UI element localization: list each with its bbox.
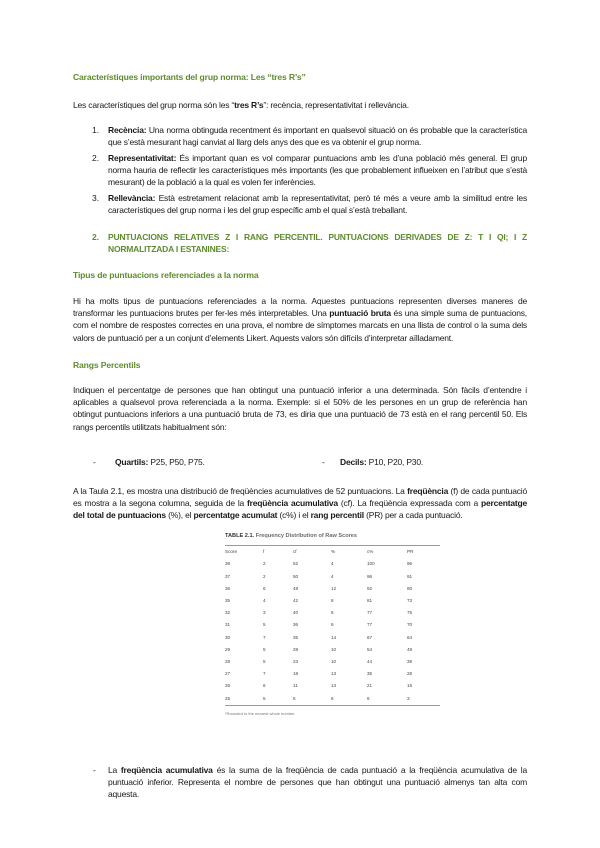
table-header: Score: [225, 549, 238, 555]
list-item-representativitat: Representativitat: És important quan es vol comparar puntuacions amb les d’una població més general. El grup norma hauria de reflectir les característiques més importants (les que probablement influeixen en l’atribut que s’està mesurant) de la població a la qual es volen fer inferències.: [108, 153, 527, 188]
table-header: c%: [367, 549, 374, 555]
table-cell: 37: [225, 573, 231, 579]
table-header: cf: [293, 549, 297, 555]
table-header: PR: [407, 549, 414, 555]
bullet-dash: -: [322, 457, 325, 467]
table-cell: 3: [263, 610, 266, 616]
list-number: 1.: [92, 125, 100, 135]
list-item-recencia: Recència: Una norma obtinguda recentment és important en qualsevol situació on és probable que la característica que s’està mesurant hagi canviat al llarg dels anys des que es va obtenir el grup norma.: [108, 125, 527, 148]
table-cell: 54: [367, 646, 373, 652]
table-cell: 32: [225, 610, 231, 616]
table-cell: 28: [225, 659, 231, 665]
decils-item: Decils: P10, P20, P30.: [340, 457, 424, 467]
table-cell: 5: [293, 695, 296, 701]
table-cell: 91: [407, 573, 413, 579]
table-cell: 77: [367, 610, 373, 616]
table-cell: 73: [407, 598, 413, 604]
list-item-rellevancia: Rellevància: Està estretament relacionat amb la representativitat, però té més a veure amb la similitud entre les característiques del grup norma i les del grup específic amb el qual s’està treballant.: [108, 193, 527, 216]
table-cell: 96: [407, 561, 413, 567]
taula-paragraph: A la Taula 2.1, es mostra una distribució de freqüències acumulatives de 52 puntuacions. La freqüència (f) de cada puntuació es mostra a la segona columna, seguida de la freqüència acumulativa (cf). La freqüència expressada com a percentatge del total de puntuacions (%), el percentatge acumulat (c%) i el rang percentil (PR) per a cada puntuació.: [73, 486, 527, 521]
table-cell: 15: [407, 683, 413, 689]
table-row: [225, 595, 440, 607]
section-heading-grup-norma: Característiques importants del grup norma: Les “tres R’s”: [73, 72, 306, 82]
table-cell: 23: [293, 659, 299, 665]
bullet-dash: -: [93, 457, 96, 467]
table-title: TABLE 2.1. Frequency Distribution of Raw Scores: [225, 533, 358, 539]
table-header-row: [225, 546, 440, 558]
table-body: [225, 558, 440, 704]
table-row: [225, 607, 440, 619]
table-cell: 26: [225, 683, 231, 689]
table-cell: 80: [407, 585, 413, 591]
table-row: [225, 644, 440, 656]
table-cell: 2: [263, 573, 266, 579]
table-cell: 27: [225, 671, 231, 677]
table-footnote: *Rounded to the nearest whole number.: [225, 710, 296, 716]
table-header: f: [263, 549, 265, 555]
table-cell: 48: [293, 585, 299, 591]
tipus-paragraph: Hi ha molts tipus de puntuacions referenciades a la norma. Aquestes puntuacions representen diverses maneres de transformar les puntuacions brutes per fer-les més interpretables. Una puntuació bruta és una simple suma de puntuacions, com el nombre de respostes correctes en una prova, el nombre de símptomes marcats en una llista de control o la suma dels valors de puntuació per a un conjunt d’elements Likert. Aquests valors són difícils d’interpretar aïlladament.: [73, 296, 527, 343]
table-cell: 64: [407, 634, 413, 640]
frequency-table-figure: [225, 530, 440, 720]
table-cell: 18: [293, 671, 299, 677]
table-cell: 7: [263, 634, 266, 640]
table-row: [225, 583, 440, 595]
table-row: [225, 656, 440, 668]
table-cell: 75: [407, 610, 413, 616]
table-row: [225, 632, 440, 644]
table-cell: 14: [331, 634, 337, 640]
table-cell: 28: [407, 671, 413, 677]
table-cell: 3: [407, 695, 410, 701]
table-cell: 13: [331, 683, 337, 689]
table-cell: 4: [263, 598, 266, 604]
table-cell: 52: [293, 561, 299, 567]
rangs-paragraph: Indiquen el percentatge de persones que han obtingut una puntuació inferior a una determinada. Són fàcils d’entendre i aplicables a qualsevol prova referenciada a la norma. Exemple: si el 50% de les persones en un grup de referència han obtingut puntuacions inferiors a una puntuació bruta de 73, es diria que una puntuació de 73 està en el rang percentil 50. Els rangs percentils utilitzats habitualment són:: [73, 385, 527, 432]
table-cell: 42: [293, 598, 299, 604]
table-cell: 21: [367, 683, 373, 689]
section-heading-puntuacions: PUNTUACIONS RELATIVES Z I RANG PERCENTIL. PUNTUACIONS DERIVADES DE Z: T I QI; I Z NORMALITZADA I ESTANINES:: [108, 232, 527, 255]
table-cell: 6: [263, 585, 266, 591]
table-cell: 31: [225, 622, 231, 628]
table-cell: 13: [331, 671, 337, 677]
table-cell: 29: [225, 646, 231, 652]
table-cell: 96: [367, 573, 373, 579]
table-bottom-rule: [225, 705, 440, 706]
table-cell: 35: [225, 598, 231, 604]
bullet-dash: -: [93, 765, 96, 775]
table-cell: 81: [367, 598, 373, 604]
table-cell: 35: [293, 634, 299, 640]
table-cell: 6: [331, 622, 334, 628]
table-cell: 35: [367, 671, 373, 677]
list-number: 3.: [92, 193, 100, 203]
cumulative-frequency-paragraph: La freqüència acumulativa és la suma de la freqüència de cada puntuació a la freqüència acumulativa de la puntuació inferior. Representa el nombre de persones que han obtingut una puntuació almenys tan alta com aquesta.: [108, 765, 527, 800]
table-cell: 10: [331, 659, 337, 665]
table-cell: 4: [331, 573, 334, 579]
section-heading-tipus: Tipus de puntuacions referenciades a la norma: [73, 270, 259, 280]
table-row: [225, 571, 440, 583]
table-cell: 100: [367, 561, 375, 567]
table-cell: 6: [331, 695, 334, 701]
table-cell: 39: [407, 659, 413, 665]
table-cell: 50: [293, 573, 299, 579]
table-row: [225, 619, 440, 631]
table-cell: 77: [367, 622, 373, 628]
table-cell: 40: [293, 610, 299, 616]
table-cell: 5: [263, 622, 266, 628]
frequency-table: [225, 546, 440, 705]
table-cell: 36: [293, 622, 299, 628]
table-cell: 5: [263, 646, 266, 652]
table-cell: 44: [367, 659, 373, 665]
table-cell: 67: [367, 634, 373, 640]
table-cell: 6: [367, 695, 370, 701]
table-header: %: [331, 549, 336, 555]
section-number: 2.: [92, 232, 100, 242]
table-row: [225, 680, 440, 692]
table-cell: 38: [225, 561, 231, 567]
quartils-item: Quartils: P25, P50, P75.: [115, 457, 205, 467]
table-cell: 7: [263, 671, 266, 677]
table-cell: 70: [407, 622, 413, 628]
table-cell: 8: [331, 598, 334, 604]
intro-paragraph: Les característiques del grup norma són les “tres R’s”: recència, representativitat i rellevància.: [73, 100, 409, 110]
table-cell: 6: [263, 683, 266, 689]
table-row: [225, 558, 440, 570]
table-cell: 25: [225, 695, 231, 701]
table-row: [225, 693, 440, 705]
table-cell: 6: [331, 610, 334, 616]
list-number: 2.: [92, 153, 100, 163]
table-cell: 49: [407, 646, 413, 652]
table-cell: 5: [263, 695, 266, 701]
table-row: [225, 668, 440, 680]
table-cell: 92: [367, 585, 373, 591]
section-heading-rangs: Rangs Percentils: [73, 360, 141, 370]
table-cell: 11: [293, 683, 298, 689]
table-cell: 28: [293, 646, 299, 652]
table-cell: 5: [263, 659, 266, 665]
table-cell: 4: [331, 561, 334, 567]
table-cell: 10: [331, 646, 337, 652]
table-cell: 36: [225, 585, 231, 591]
table-cell: 12: [331, 585, 337, 591]
table-cell: 2: [263, 561, 266, 567]
table-cell: 30: [225, 634, 231, 640]
